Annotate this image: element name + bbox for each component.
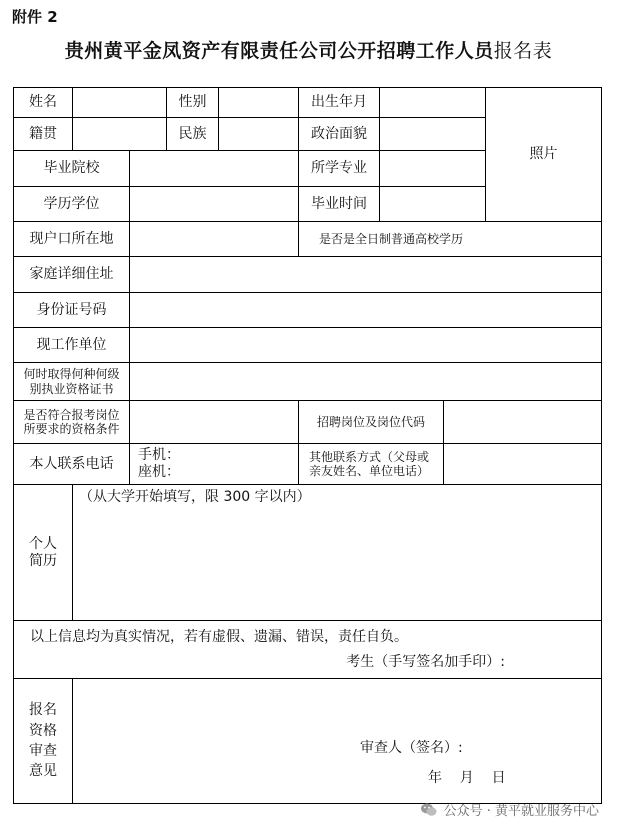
label-qualification — [14, 401, 129, 443]
label-graduation-time: 毕业时间 — [311, 195, 367, 212]
label-landline: 座机： — [138, 464, 180, 480]
label-home-address: 家庭详细住址 — [29, 266, 114, 283]
field-name[interactable] — [73, 88, 166, 117]
watermark — [420, 800, 599, 819]
label-political-status: 政治面貌 — [311, 125, 367, 142]
declaration-block — [14, 621, 601, 678]
label-name: 姓名 — [29, 94, 57, 111]
label-phone: 本人联系电话 — [29, 455, 114, 472]
field-major[interactable] — [380, 151, 485, 186]
label-position-code: 招聘岗位及岗位代码 — [316, 414, 425, 429]
label-ethnicity: 民族 — [178, 125, 207, 142]
label-hukou: 现户口所在地 — [29, 230, 114, 247]
label-other-contact-line2: 亲友姓名、单位电话） — [309, 464, 430, 478]
label-birth: 出生年月 — [311, 94, 367, 111]
watermark-text: 公众号 · 黄平就业服务中心 — [443, 804, 599, 819]
label-fulltime-education: 是否是全日制普通高校学历 — [319, 231, 464, 246]
label-certificate-line2: 别执业资格证书 — [29, 381, 114, 396]
resume-hint: （从大学开始填写，限 300 字以内） — [79, 489, 311, 505]
field-school[interactable] — [130, 151, 298, 186]
label-resume — [14, 485, 72, 620]
label-resume-line1: 个人 — [29, 535, 57, 552]
reviewer-label: 审查人（签名）: — [360, 739, 463, 756]
label-school: 毕业院校 — [43, 160, 100, 177]
field-degree[interactable] — [130, 187, 298, 221]
label-review-line1: 报名 — [29, 702, 57, 719]
field-resume[interactable] — [73, 485, 601, 620]
label-major: 所学专业 — [311, 160, 367, 177]
field-qualification[interactable] — [130, 401, 298, 443]
label-review — [14, 679, 72, 803]
field-work-unit[interactable] — [130, 328, 601, 362]
label-other-contact-line1: 其他联系方式（父母或 — [309, 449, 430, 464]
label-qualification-line2: 所要求的资格条件 — [23, 422, 120, 436]
label-mobile: 手机： — [138, 447, 180, 464]
field-certificate[interactable] — [130, 363, 601, 400]
label-review-line2: 资格 — [29, 722, 57, 739]
label-native-place: 籍贯 — [29, 125, 57, 142]
field-native-place[interactable] — [73, 118, 166, 150]
label-photo: 照片 — [529, 146, 558, 162]
date-label: 年 月 日 — [428, 769, 506, 786]
label-other-contact — [299, 444, 443, 484]
label-degree: 学历学位 — [43, 195, 100, 212]
label-id-number: 身份证号码 — [36, 301, 107, 318]
photo-box[interactable] — [486, 88, 601, 221]
form-title-main: 贵州黄平金凤资产有限责任公司公开招聘工作人员 — [64, 40, 494, 62]
field-gender[interactable] — [219, 88, 298, 117]
field-hukou[interactable] — [130, 222, 298, 256]
label-certificate — [14, 363, 129, 400]
field-political-status[interactable] — [380, 118, 485, 150]
field-graduation-time[interactable] — [380, 187, 485, 221]
label-review-line3: 审查 — [29, 743, 57, 759]
signature-label: 考生（手写签名加手印）: — [346, 653, 505, 670]
label-review-line4: 意见 — [29, 763, 57, 780]
field-position-code[interactable] — [444, 401, 601, 443]
label-work-unit: 现工作单位 — [36, 336, 107, 353]
form-title-tail: 报名表 — [493, 40, 553, 62]
field-id-number[interactable] — [130, 293, 601, 327]
attachment-label: 附件 2 — [12, 8, 58, 26]
label-certificate-line1: 何时取得何种何级 — [23, 367, 120, 382]
label-resume-line2: 简历 — [29, 552, 57, 569]
wechat-icon — [420, 801, 438, 819]
label-gender: 性别 — [178, 94, 207, 111]
field-birth[interactable] — [380, 88, 485, 117]
field-other-contact[interactable] — [444, 444, 601, 484]
field-ethnicity[interactable] — [219, 118, 298, 150]
field-phone[interactable] — [130, 444, 298, 484]
declaration-text: 以上信息均为真实情况，若有虚假、遗漏、错误，责任自负。 — [30, 628, 408, 645]
label-qualification-line1: 是否符合报考岗位 — [23, 407, 120, 422]
field-home-address[interactable] — [130, 257, 601, 292]
